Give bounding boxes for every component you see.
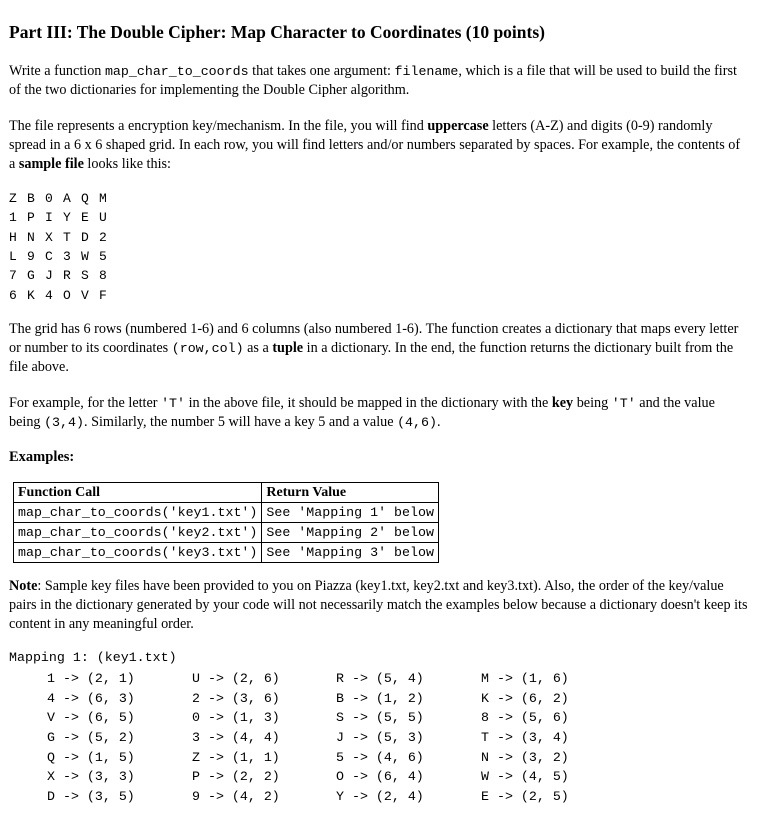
mapping-entry: N -> (3, 2) [481, 749, 569, 765]
mapping-entry: P -> (2, 2) [192, 769, 280, 785]
mapping-entry: U -> (2, 6) [192, 671, 280, 686]
mapping-entry: 3 -> (4, 4) [192, 730, 280, 746]
examples-table [13, 482, 439, 563]
mapping-entry: Q -> (1, 5) [47, 749, 135, 765]
mapping-entry: K -> (6, 2) [481, 690, 569, 706]
mapping-entry: Z -> (1, 1) [192, 749, 280, 765]
mapping-entry: 5 -> (4, 6) [336, 749, 424, 765]
mapping-entry: R -> (5, 4) [336, 671, 424, 686]
mapping-entry: 1 -> (2, 1) [47, 671, 135, 686]
table-cell: map_char_to_coords('key2.txt') [14, 523, 262, 543]
table-header: Return Value [262, 483, 439, 503]
mapping-column [47, 669, 135, 807]
grid-row: 1 P I Y E U [9, 210, 109, 225]
intro-paragraph-1: Write a function map_char_to_coords that takes one argument: filename, which is a file that will be used to build the first of the two dictionaries for implementing the Double Cipher algorithm. [9, 63, 737, 98]
mapping-entry: E -> (2, 5) [481, 789, 569, 805]
table-row [14, 523, 439, 543]
mapping-entry: V -> (6, 5) [47, 710, 135, 726]
intro-paragraph-2: The file represents a encryption key/mechanism. In the file, you will find uppercase letters (A-Z) and digits (0-9) randomly spread in a 6 x 6 shaped grid. In each row, you will find letters and/or numbers separated by spaces. For example, the contents of a sample file looks like this: [9, 118, 741, 172]
mapping-entry: 8 -> (5, 6) [481, 710, 569, 726]
mapping-entry: B -> (1, 2) [336, 690, 424, 706]
mapping-entry: T -> (3, 4) [481, 730, 569, 746]
mapping-column [481, 669, 569, 807]
mapping-entry: X -> (3, 3) [47, 769, 135, 785]
mapping-entry: G -> (5, 2) [47, 730, 135, 746]
grid-row: H N X T D 2 [9, 230, 109, 245]
mapping-column [192, 669, 280, 807]
grid-row: Z B 0 A Q M [9, 191, 109, 206]
explain-paragraph-2: For example, for the letter 'T' in the above file, it should be mapped in the dictionary with the key being 'T' and the value being (3,4). Similarly, the number 5 will have a key 5 and a value (4,6). [9, 395, 715, 430]
mapping-entry: O -> (6, 4) [336, 769, 424, 785]
mapping-entry: Y -> (2, 4) [336, 789, 424, 805]
mapping-entry: 2 -> (3, 6) [192, 690, 280, 706]
table-cell: See 'Mapping 2' below [262, 523, 439, 543]
mapping-entry: S -> (5, 5) [336, 710, 424, 726]
note-paragraph: Note: Sample key files have been provided to you on Piazza (key1.txt, key2.txt and key3.txt). Also, the order of the key/value pairs in the dictionary generated by your code will not necessarily match the examples below because a dictionary doesn't keep its content in any meaningful order. [9, 578, 748, 632]
mapping-entry: J -> (5, 3) [336, 730, 424, 746]
table-row [14, 503, 439, 523]
table-cell: map_char_to_coords('key3.txt') [14, 543, 262, 563]
mapping-entry: 0 -> (1, 3) [192, 710, 280, 726]
grid-row: 7 G J R S 8 [9, 268, 109, 283]
mapping-entry: 4 -> (6, 3) [47, 690, 135, 706]
examples-heading: Examples: [9, 449, 75, 465]
table-cell: See 'Mapping 3' below [262, 543, 439, 563]
mapping-entry: 9 -> (4, 2) [192, 789, 280, 805]
table-header-row [14, 483, 439, 503]
mapping-column [336, 669, 424, 807]
table-header: Function Call [14, 483, 262, 503]
mapping-title: Mapping 1: (key1.txt) [9, 650, 177, 665]
section-title: Part III: The Double Cipher: Map Character to Coordinates (10 points) [9, 22, 545, 42]
table-row [14, 543, 439, 563]
table-cell: See 'Mapping 1' below [262, 503, 439, 523]
table-cell: map_char_to_coords('key1.txt') [14, 503, 262, 523]
mapping-entry: D -> (3, 5) [47, 789, 135, 805]
mapping-entry: M -> (1, 6) [481, 671, 569, 686]
mapping-entry: W -> (4, 5) [481, 769, 569, 785]
grid-row: 6 K 4 O V F [9, 288, 109, 303]
grid-row: L 9 C 3 W 5 [9, 249, 109, 264]
function-name: map_char_to_coords [104, 64, 249, 79]
explain-paragraph-1: The grid has 6 rows (numbered 1-6) and 6 columns (also numbered 1-6). The function creates a dictionary that maps every letter or number to its coordinates (row,col) as a tuple in a dictionary. In the end, the function returns the dictionary built from the file above. [9, 321, 739, 375]
argument-name: filename [394, 64, 459, 79]
